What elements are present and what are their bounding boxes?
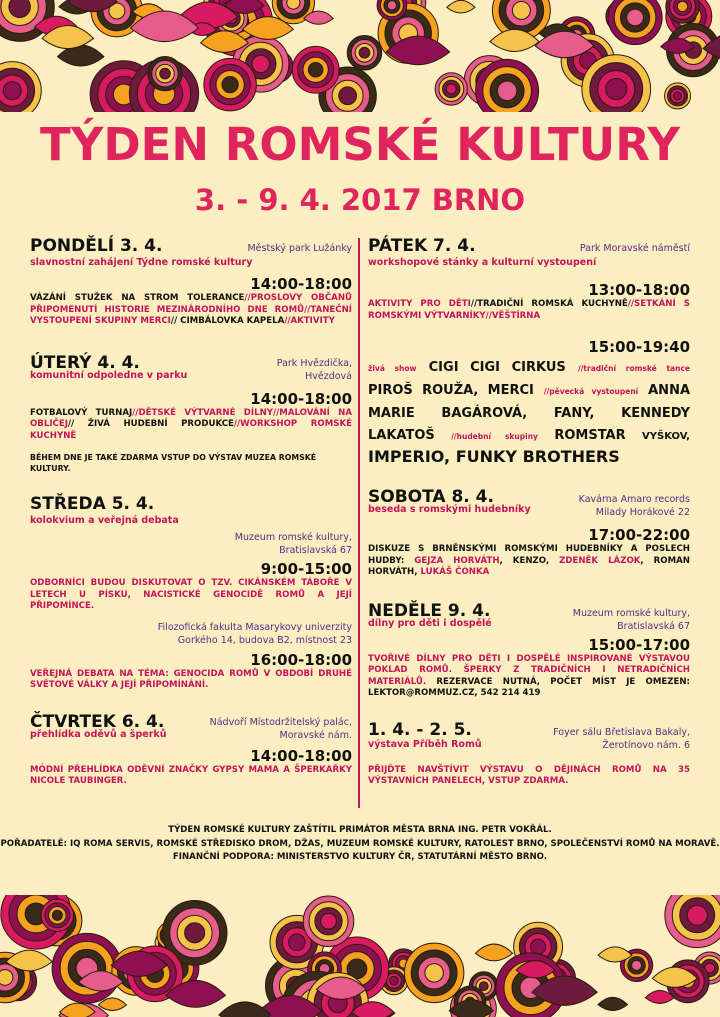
ornament-swirl bbox=[687, 905, 707, 925]
event-day: NEDĚLE 9. 4. bbox=[368, 600, 491, 621]
event-time: 14:00-18:00 bbox=[250, 389, 352, 408]
event-time: 15:00-19:40 bbox=[588, 338, 690, 356]
ornament-swirl bbox=[359, 47, 370, 58]
event-monday bbox=[30, 236, 352, 328]
event-description: VEŘEJNÁ DEBATA NA TÉMA: GENOCIDA ROMŮ V OBDOBÍ DRUHÉ SVĚTOVÉ VÁLKY A JEJÍ PŘIPOMÍNÁNÍ. bbox=[30, 668, 352, 690]
ornament-swirl bbox=[339, 87, 357, 105]
event-note: BĚHEM DNE JE TAKÉ ZDARMA VSTUP DO VÝSTAV MUZEA ROMSKÉ KULTURY. bbox=[30, 453, 317, 473]
event-description: VÁZÁNÍ STUŽEK NA STROM TOLERANCE//PROSLOVY OBČANŮ PŘIPOMENUTÍ HISTORIE MEZINÁRODNÍHO DNE ROMŮ//TANEČNÍ VYSTOUPENÍ SKUPINY MERCI// CIMBÁLOVKA KAPELA//AKTIVITY bbox=[30, 293, 352, 326]
event-time: 15:00-17:00 bbox=[588, 635, 690, 654]
event-thursday bbox=[30, 712, 352, 788]
event-tag: workshopové stánky a kulturní vystoupení bbox=[368, 257, 597, 268]
event-tag: slavnostní zahájení Týdne romské kultury bbox=[30, 257, 253, 268]
ornament-swirl bbox=[222, 76, 238, 92]
ornament-swirl bbox=[390, 976, 399, 985]
event-time: 16:00-18:00 bbox=[250, 650, 352, 669]
ornament-swirl bbox=[9, 0, 30, 17]
poster-title: TÝDEN ROMSKÉ KULTURY bbox=[40, 118, 680, 171]
event-place: Park Moravské náměstí bbox=[579, 243, 690, 254]
ornament-swirl bbox=[446, 84, 456, 94]
ornament-swirl bbox=[0, 970, 13, 986]
event-description: FOTBALOVÝ TURNAJ//DĚTSKÉ VÝTVARNÉ DÍLNY//MALOVÁNÍ NA OBLIČEJ// ŽIVÁ HUDEBNÍ PRODUKCE//WORKSHOP ROMSKÉ KUCHYNĚ bbox=[30, 407, 352, 441]
ornament-swirl bbox=[289, 934, 306, 951]
event-place: Městský park Lužánky bbox=[247, 243, 352, 254]
event-day: PONDĚLÍ 3. 4. bbox=[30, 236, 163, 256]
event-place: Foyer sálu Břetislava Bakaly, Žerotínovo nám. 6 bbox=[553, 726, 690, 751]
ornament-swirl bbox=[497, 81, 517, 101]
event-tag: kolokvium a veřejná debata bbox=[30, 515, 179, 526]
ornament-swirl bbox=[674, 92, 682, 100]
event-day: STŘEDA 5. 4. bbox=[30, 494, 155, 514]
ornament-swirl bbox=[160, 68, 171, 79]
event-place: Kavárna Amaro records Milady Horákové 22 bbox=[578, 494, 690, 518]
ornament-swirl bbox=[606, 78, 627, 99]
event-place: Muzeum romské kultury, Bratislavská 67 bbox=[572, 607, 690, 632]
event-day: 1. 4. - 2. 5. bbox=[368, 719, 472, 740]
event-day: ČTVRTEK 6. 4. bbox=[30, 711, 165, 732]
ornament-swirl bbox=[425, 964, 443, 982]
event-sunday bbox=[368, 601, 690, 700]
event-day: ÚTERÝ 4. 4. bbox=[30, 352, 140, 373]
event-description: AKTIVITY PRO DĚTI//TRADIČNÍ ROMSKÁ KUCHYNĚ//SETKÁNÍ S ROMSKÝMI VÝTVARNÍKY//VĚŠTÍRNA bbox=[368, 299, 690, 321]
event-time: 13:00-18:00 bbox=[588, 281, 690, 299]
event-tag: přehlídka oděvů a šperků bbox=[30, 728, 167, 740]
column-divider bbox=[358, 238, 360, 808]
event-tag: dílny pro děti i dospělé bbox=[368, 617, 492, 629]
ornament-swirl bbox=[287, 0, 300, 9]
event-day: PÁTEK 7. 4. bbox=[368, 236, 476, 256]
left-column bbox=[30, 236, 352, 788]
ornament-swirl bbox=[321, 913, 337, 929]
event-tuesday bbox=[30, 353, 352, 475]
event-place: Muzeum romské kultury, Bratislavská 67 bbox=[234, 532, 352, 556]
event-tag: beseda s romskými hudebníky bbox=[368, 504, 531, 515]
event-place: Park Hvězdička, Hvězdová bbox=[276, 357, 352, 382]
ornament-swirl bbox=[632, 960, 642, 970]
event-wednesday bbox=[30, 494, 352, 692]
event-description: PŘIJĎTE NAVŠTÍVIT VÝSTAVU O DĚJINÁCH ROMŮ NA 35 VÝSTAVNÍCH PANELECH, VSTUP ZDARMA. bbox=[368, 764, 690, 786]
event-lineup: živá show CIGI CIGI CIRKUS //tradiční romské tance PIROŠ ROUŽA, MERCI //pěvecká vystoupení ANNA MARIE BAGÁROVÁ, FANY, KENNEDY LAKATOŠ //hudební skupiny ROMSTAR VYŠKOV, IMPERIO, FUNKY BROTHERS bbox=[368, 360, 691, 466]
event-description: ODBORNÍCI BUDOU DISKUTOVAT O TZV. CIKÁNSKÉM TÁBOŘE V LETECH U PÍSKU, NACISTICKÉ GENOCIDĚ ROMŮ A JEJÍ PŘIPOMÍNCE. bbox=[30, 578, 352, 611]
event-description: DISKUZE S BRNĚNSKÝMI ROMSKÝMI HUDEBNÍKY A POSLECH HUDBY: GEJZA HORVÁTH, KENZO, ZDENĚK LÁZOK, ROMAN HORVÁTH, LUKÁŠ ČONKA bbox=[368, 544, 690, 577]
event-time: 14:00-18:00 bbox=[250, 275, 352, 293]
ornament-swirl bbox=[627, 9, 644, 26]
event-saturday bbox=[368, 487, 690, 579]
ornament-swirl bbox=[308, 62, 323, 77]
ornament-swirl bbox=[3, 82, 21, 100]
ornament-swirl bbox=[387, 1, 396, 10]
top-ornament-border bbox=[0, 0, 720, 112]
ornament-swirl bbox=[531, 939, 546, 954]
ornament-swirl bbox=[252, 55, 269, 72]
ornament-swirl bbox=[52, 910, 62, 920]
event-friday bbox=[368, 236, 690, 467]
event-description: TVOŘIVÉ DÍLNY PRO DĚTI I DOSPĚLÉ INSPIROVANÉ VÝSTAVOU POKLAD ROMŮ. ŠPERKY Z TRADIČNÍCH I NETRADIČNÍCH MATERIÁLŮ. REZERVACE NUTNÁ, POČET MÍST JE OMEZEN: LEKTOR@ROMMUZ.CZ, 542 214 419 bbox=[368, 653, 690, 698]
event-day: SOBOTA 8. 4. bbox=[368, 487, 494, 507]
ornament-swirl bbox=[512, 1, 530, 19]
event-place: Filozofická fakulta Masarykovy univerzity Gorkého 14, budova B2, místnost 23 bbox=[157, 621, 352, 646]
event-time: 17:00-22:00 bbox=[588, 526, 690, 544]
event-tag: výstava Příběh Romů bbox=[368, 738, 482, 750]
bottom-ornament-border bbox=[0, 895, 720, 1017]
event-place: Nádvoří Místodržitelský palác, Moravské nám. bbox=[209, 716, 352, 741]
event-tag: komunitní odpoledne v parku bbox=[30, 369, 188, 381]
right-column bbox=[368, 236, 690, 788]
poster-subtitle: 3. - 9. 4. 2017 BRNO bbox=[194, 183, 526, 217]
event-time: 9:00-15:00 bbox=[260, 560, 352, 578]
event-exhibition bbox=[368, 720, 690, 788]
ornament-swirl bbox=[185, 923, 205, 943]
event-time: 14:00-18:00 bbox=[250, 746, 352, 765]
ornament-swirl bbox=[479, 982, 488, 991]
ornament-swirl bbox=[677, 1, 687, 11]
footer: TÝDEN ROMSKÉ KULTURY ZAŠTÍTIL PRIMÁTOR MĚSTA BRNA ING. PETR VOKŘÁL. POŘADATELÉ: IQ ROMA SERVIS, ROMSKÉ STŘEDISKO DROM, DŽAS, MUZEUM ROMSKÉ KULTURY, RATOLEST BRNO, SPOLEČENSTVÍ ROMŮ NA MORAVĚ. FINANČNÍ PODPORA: MINISTERSTVO KULTURY ČR, STATUTÁRNÍ MĚSTO BRNO. bbox=[0, 825, 720, 862]
event-description: MÓDNÍ PŘEHLÍDKA ODĚVNÍ ZNAČKY GYPSY MAMA A ŠPERKAŘKY NICOLE TAUBINGER. bbox=[30, 764, 352, 786]
